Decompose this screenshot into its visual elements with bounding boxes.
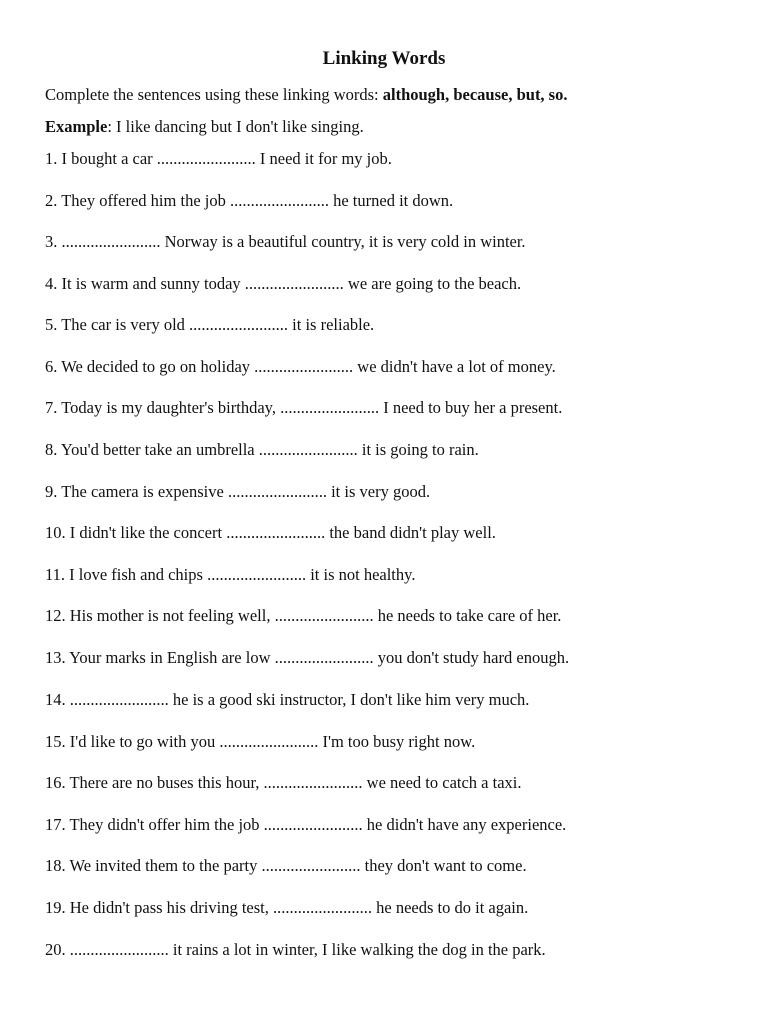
question-1: 1. I bought a car ........................ I need it for my job. [45,149,392,168]
question-19: 19. He didn't pass his driving test, ........................ he needs to do it again. [45,898,529,917]
question-5: 5. The car is very old ........................ it is reliable. [45,315,375,334]
question-12: 12. His mother is not feeling well, ........................ he needs to take care of her. [45,606,562,625]
question-7: 7. Today is my daughter's birthday, ........................ I need to buy her a present. [45,398,563,417]
question-8: 8. You'd better take an umbrella ........................ it is going to rain. [45,440,479,459]
linking-words-list: although, because, but, so. [382,85,568,104]
example-sentence [45,116,748,138]
question-6: 6. We decided to go on holiday ........................ we didn't have a lot of money. [45,357,556,376]
question-2: 2. They offered him the job ........................ he turned it down. [45,191,454,210]
question-14: 14. ........................ he is a good ski instructor, I don't like him very much. [45,690,530,709]
instructions-lead: Complete the sentences using these linking words: [45,85,383,104]
question-18: 18. We invited them to the party ........................ they don't want to come. [45,856,527,875]
example-label: Example [45,117,108,136]
question-15: 15. I'd like to go with you ........................ I'm too busy right now. [45,732,476,751]
question-20: 20. ........................ it rains a lot in winter, I like walking the dog in the park. [45,940,546,959]
question-4: 4. It is warm and sunny today ........................ we are going to the beach. [45,274,522,293]
question-10: 10. I didn't like the concert ........................ the band didn't play well. [45,523,496,542]
question-16: 16. There are no buses this hour, ........................ we need to catch a taxi. [45,773,522,792]
question-9: 9. The camera is expensive ........................ it is very good. [45,482,431,501]
question-17: 17. They didn't offer him the job ........................ he didn't have any experience. [45,815,567,834]
page-title: Linking Words [322,48,446,69]
question-13: 13. Your marks in English are low ........................ you don't study hard enough. [45,648,570,667]
question-11: 11. I love fish and chips ........................ it is not healthy. [45,565,416,584]
question-3: 3. ........................ Norway is a beautiful country, it is very cold in winter. [45,232,526,251]
example-text: : I like dancing but I don't like singing. [107,117,364,136]
instructions [45,84,748,106]
